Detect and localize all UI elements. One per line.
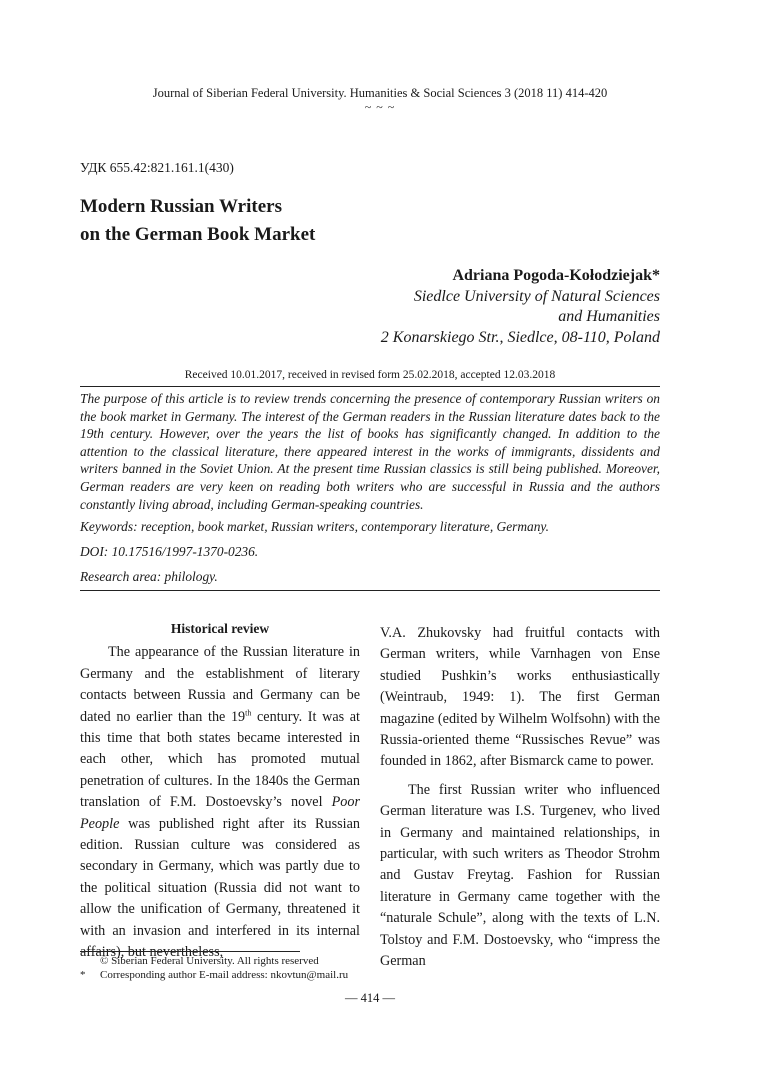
author-address: 2 Konarskiego Str., Siedlce, 08-110, Poland	[380, 328, 660, 346]
body-paragraph-3: The first Russian writer who influenced German literature was I.S. Turgenev, who lived in Germany and maintained relationships, in particular, with such writers as Theodor Strohm and Gustav Freytag. Fashion for Russian literature in Germany came together with the “naturale Schule”, along with the texts of L.N. Tolstoy and F.M. Dostoevsky, who “impress the German	[380, 781, 660, 970]
header-ornament: ~ ~ ~	[364, 100, 396, 114]
author-affiliation-1: Siedlce University of Natural Sciences	[413, 287, 660, 305]
body-column-right	[380, 623, 660, 973]
research-area: Research area: philology.	[80, 569, 218, 584]
footnote-star: *	[80, 969, 86, 981]
section-heading: Historical review	[170, 621, 270, 636]
author-affiliation-2: and Humanities	[558, 308, 660, 325]
page-number: — 414 —	[345, 991, 395, 1005]
corresponding-text: Corresponding author E-mail address: nkovtun@mail.ru	[100, 969, 349, 981]
abstract-bottom-rule	[80, 590, 660, 591]
body-paragraph-2: V.A. Zhukovsky had fruitful contacts with German writers, while Varnhagen von Ense studied Pushkin’s works enthusiastically (Weintraub, 1949: 1). The first German magazine (edited by Wilhelm Wolfsohn) with the Russia-oriented theme “Russisches Revue” was founded in 1862, after Bismarck came to power.	[380, 625, 660, 770]
abstract-top-rule	[80, 386, 660, 387]
author-name: Adriana Pogoda-Kołodziejak*	[452, 267, 660, 284]
superscript-th: th	[245, 707, 252, 717]
received-dates: Received 10.01.2017, received in revised form 25.02.2018, accepted 12.03.2018	[184, 369, 556, 381]
udc-code: УДК 655.42:821.161.1(430)	[80, 160, 234, 175]
journal-header: Journal of Siberian Federal University. Humanities & Social Sciences 3 (2018 11) 414-420	[152, 86, 608, 100]
novel-title: Poor People	[80, 794, 360, 832]
paragraph-text: century. It was at this time that both states became interested in each other, which has promoted mutual penetration of cultures. In the 1840s the German translation of F.M. Dostoevsky’s novel	[80, 708, 360, 811]
corresponding-author-footnote	[80, 969, 348, 981]
abstract: The purpose of this article is to review trends concerning the presence of contemporary Russian writers on the book market in Germany. The interest of the German readers in the Russian literature dates back to the 19th century. However, over the years the list of books has significantly changed. In addition to the attention to the classical literature, there appeared interest in the works of immigrants, dissidents and writers banned in the Soviet Union. At the present time Russian classics is still being published. Moreover, German readers are very keen on reading both writers who are successful in Russia and the authors constantly living abroad, including German-speaking countries.	[80, 391, 660, 512]
title-line-1: Modern Russian Writers	[80, 196, 282, 217]
paragraph-text: The appearance of the Russian literature in Germany and the establishment of literary contacts between Russia and Germany can be dated no earlier than the 19	[80, 644, 360, 725]
copyright-text: © Siberian Federal University. All rights reserved	[100, 955, 319, 967]
title-line-2: on the German Book Market	[80, 224, 316, 245]
body-column-left	[80, 618, 360, 964]
footnote-rule	[80, 951, 300, 952]
doi: DOI: 10.17516/1997-1370-0236.	[80, 544, 259, 559]
keywords: Keywords: reception, book market, Russian writers, contemporary literature, Germany.	[80, 519, 549, 534]
article-title	[80, 193, 315, 249]
copyright-footnote	[80, 955, 319, 967]
paragraph-text: was published right after its Russian edition. Russian culture was considered as secondary in Germany, which was partly due to the political situation (Russia did not want to allow the unification of Germany, threatened it with an invasion and interfered in its internal affairs), but nevertheless,	[80, 815, 360, 961]
author-block	[381, 266, 660, 348]
body-paragraph-1	[80, 642, 360, 963]
